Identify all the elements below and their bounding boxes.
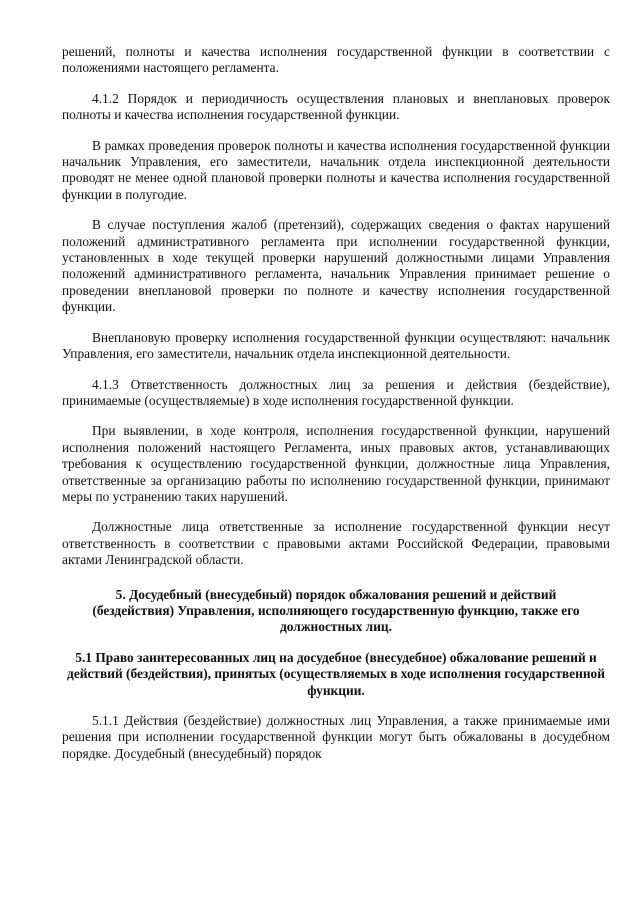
section-5-heading: 5. Досудебный (внесудебный) порядок обжалования решений и действий (бездействия) Управления, исполняющего государственную функцию, также его должностных лиц.	[92, 586, 580, 635]
document-page	[62, 44, 610, 776]
paragraph-5-1-1: 5.1.1 Действия (бездействие) должностных лиц Управления, а также принимаемые ими решения при исполнении государственной функции могут быть обжалованы в досудебном порядке. Досудебный (внесудебный) порядок	[62, 713, 610, 761]
paragraph-responsibility: Должностные лица ответственные за исполнение государственной функции несут ответственность в соответствии с правовыми актами Российской Федерации, правовыми актами Ленинградской области.	[62, 519, 610, 568]
section-5-1-heading: 5.1 Право заинтересованных лиц на досудебное (внесудебное) обжалование решений и действий (бездействия), принятых (осуществляемых в ходе исполнения государственной функции.	[67, 649, 605, 698]
paragraph-4-1-2: 4.1.2 Порядок и периодичность осуществления плановых и внеплановых проверок полноты и качества исполнения государственной функции.	[62, 90, 610, 123]
paragraph-unscheduled-checks: Внеплановую проверку исполнения государственной функции осуществляют: начальник Управления, его заместители, начальник отдела инспекционной деятельности.	[62, 329, 610, 362]
paragraph-planned-checks: В рамках проведения проверок полноты и качества исполнения государственной функции начальник Управления, его заместители, начальник отдела инспекционной деятельности проводят не менее одной плановой проверки полноты и качества исполнения государственной функции в полугодие.	[62, 137, 610, 202]
paragraph-violations: При выявлении, в ходе контроля, исполнения государственной функции, нарушений исполнения положений настоящего Регламента, иных правовых актов, устанавливающих требования к осуществлению государственной функции, должностные лица Управления, ответственные за организацию работы по исполнению государственной функции, принимают меры по устранению таких нарушений.	[62, 423, 610, 504]
paragraph-complaints: В случае поступления жалоб (претензий), содержащих сведения о фактах нарушений положений административного регламента при исполнении государственной функции, установленных в ходе текущей проверки нарушений должностными лицами Управления положений административного регламента, начальник Управления принимает решение о проведении внеплановой проверки по полноте и качеству исполнения государственной функции.	[62, 217, 610, 315]
paragraph-continuation: решений, полноты и качества исполнения государственной функции в соответствии с положениями настоящего регламента.	[62, 44, 610, 76]
paragraph-4-1-3: 4.1.3 Ответственность должностных лиц за решения и действия (бездействие), принимаемые (осуществляемые) в ходе исполнения государственной функции.	[62, 376, 610, 408]
